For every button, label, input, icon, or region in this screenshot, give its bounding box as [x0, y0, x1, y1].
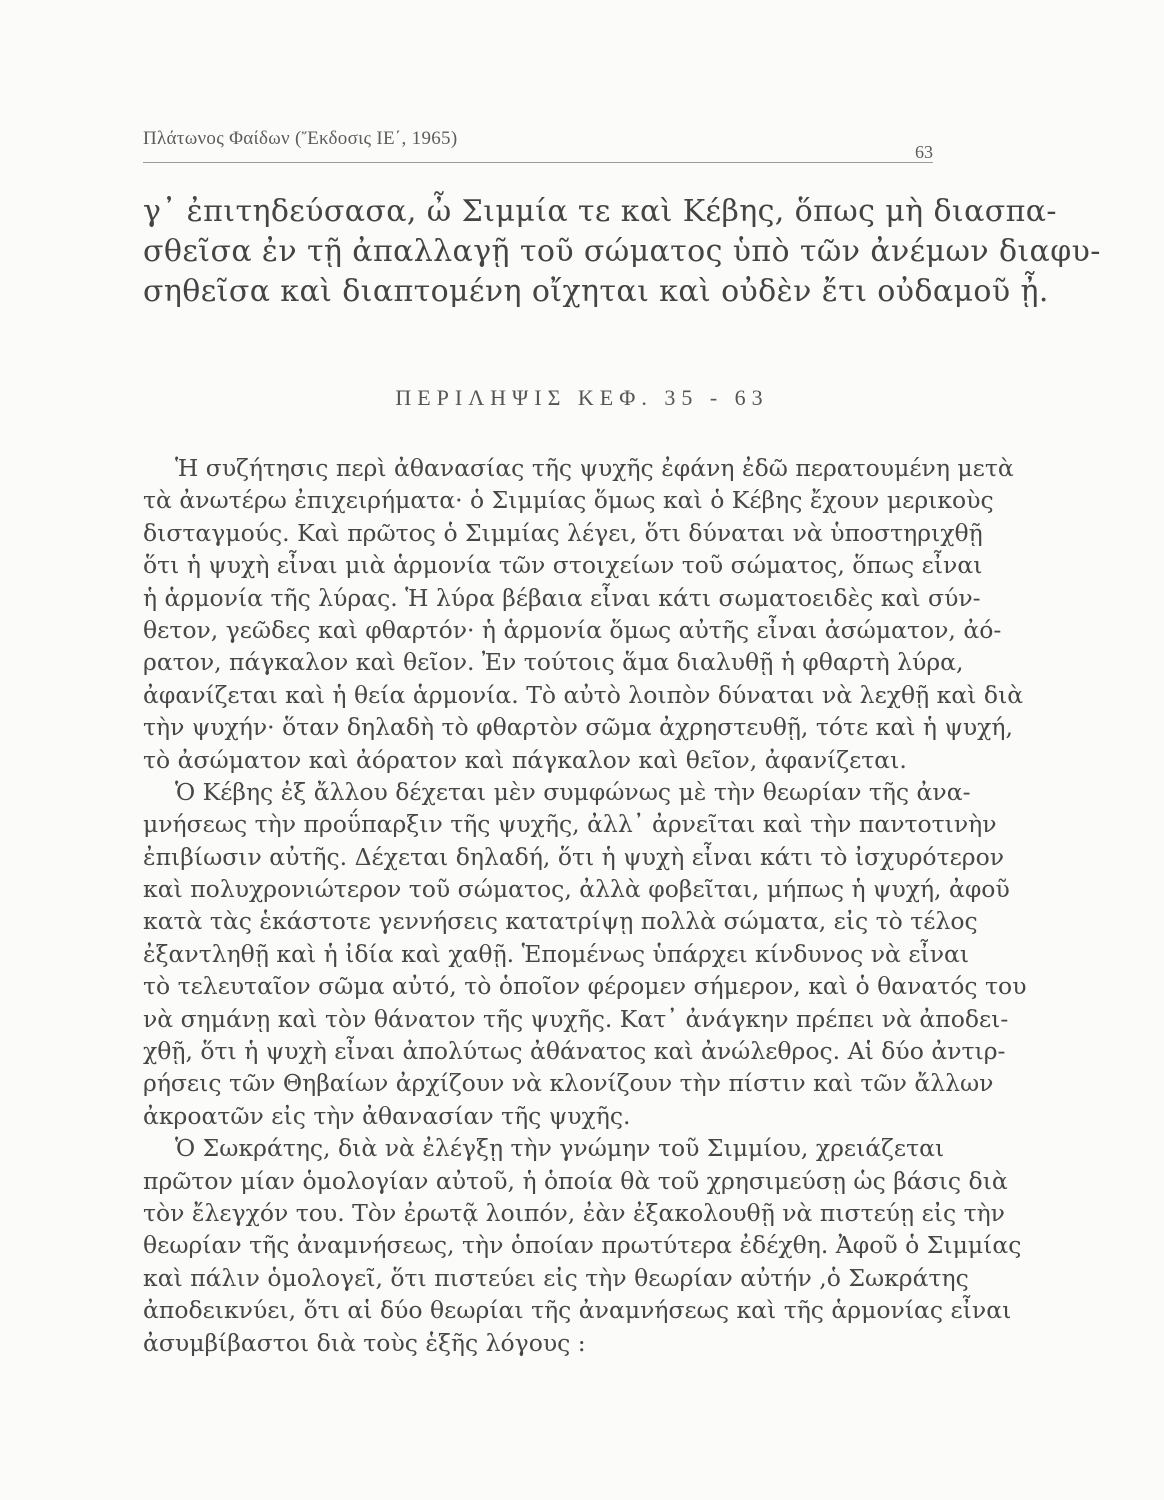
closing-paragraph: [143, 192, 1101, 312]
text-line: τὰ ἀνωτέρω ἐπιχειρήματα· ὁ Σιμμίας ὅμως καὶ ὁ Κέβης ἔχουν μερικοὺς: [143, 486, 994, 515]
text-line: ἡ ἁρμονία τῆς λύρας. Ἡ λύρα βέβαια εἶναι κάτι σωματοειδὲς καὶ σύν-: [143, 583, 981, 612]
text-line: ἐπιβίωσιν αὐτῆς. Δέχεται δηλαδή, ὅτι ἡ ψυχὴ εἶναι κάτι τὸ ἰσχυρότερον: [143, 842, 1004, 871]
text-line: τὸ ἀσώματον καὶ ἀόρατον καὶ πάγκαλον καὶ θεῖον, ἀφανίζεται.: [143, 745, 907, 774]
text-line: καὶ πάλιν ὁμολογεῖ, ὅτι πιστεύει εἰς τὴν θεωρίαν αὐτήν ,ὁ Σωκράτης: [143, 1263, 969, 1292]
text-line: θετον, γεῶδες καὶ φθαρτόν· ἡ ἁρμονία ὅμως αὐτῆς εἶναι ἀσώματον, ἀό-: [143, 615, 1002, 644]
text-line: Ὁ Κέβης ἐξ ἄλλου δέχεται μὲν συμφώνως μὲ τὴν θεωρίαν τῆς ἀνα-: [175, 777, 971, 806]
text-line: δισταγμούς. Καὶ πρῶτος ὁ Σιμμίας λέγει, ὅτι δύναται νὰ ὑποστηριχθῇ: [143, 518, 983, 547]
text-line: τὸν ἔλεγχόν του. Τὸν ἐρωτᾷ λοιπόν, ἐὰν ἐξακολουθῇ νὰ πιστεύῃ εἰς τὴν: [143, 1198, 1005, 1227]
text-line: ἀκροατῶν εἰς τὴν ἀθανασίαν τῆς ψυχῆς.: [143, 1101, 631, 1130]
text-line: κατὰ τὰς ἑκάστοτε γεννήσεις κατατρίψῃ πολλὰ σώματα, εἰς τὸ τέλος: [143, 907, 978, 936]
text-line: θεωρίαν τῆς ἀναμνήσεως, τὴν ὁποίαν πρωτύτερα ἐδέχθη. Ἀφοῦ ὁ Σιμμίας: [143, 1231, 1022, 1260]
text-line: γ᾿ ἐπιτηδεύσασα, ὦ Σιμμία τε καὶ Κέβης, ὅπως μὴ διασπα-: [143, 194, 1057, 229]
text-line: πρῶτον μίαν ὁμολογίαν αὐτοῦ, ἡ ὁποία θὰ τοῦ χρησιμεύσῃ ὡς βάσις διὰ: [143, 1166, 1008, 1195]
text-line: ὅτι ἡ ψυχὴ εἶναι μιὰ ἁρμονία τῶν στοιχείων τοῦ σώματος, ὅπως εἶναι: [143, 551, 983, 580]
text-line: νὰ σημάνῃ καὶ τὸν θάνατον τῆς ψυχῆς. Κατ᾿ ἀνάγκην πρέπει νὰ ἀποδει-: [143, 1004, 1009, 1033]
text-line: σθεῖσα ἐν τῇ ἀπαλλαγῇ τοῦ σώματος ὑπὸ τῶν ἀνέμων διαφυ-: [143, 234, 1101, 269]
text-line: τὸ τελευταῖον σῶμα αὐτό, τὸ ὁποῖον φέρομεν σήμερον, καὶ ὁ θανατός του: [143, 972, 1027, 1001]
text-line: ἀποδεικνύει, ὅτι αἱ δύο θεωρίαι τῆς ἀναμνήσεως καὶ τῆς ἁρμονίας εἶναι: [143, 1296, 1012, 1325]
section-title: ΠΕΡΙΛΗΨΙΣ ΚΕΦ. 35 - 63: [395, 385, 769, 410]
text-line: τὴν ψυχήν· ὅταν δηλαδὴ τὸ φθαρτὸν σῶμα ἀχρηστευθῇ, τότε καὶ ἡ ψυχή,: [143, 713, 1013, 742]
summary-body: [143, 452, 1027, 1359]
text-line: ρατον, πάγκαλον καὶ θεῖον. Ἐν τούτοις ἅμα διαλυθῇ ἡ φθαρτὴ λύρα,: [143, 648, 964, 677]
text-line: ἀφανίζεται καὶ ἡ θεία ἁρμονία. Τὸ αὐτὸ λοιπὸν δύναται νὰ λεχθῇ καὶ διὰ: [143, 680, 1024, 709]
header-rule: [143, 162, 933, 163]
text-line: ἐξαντληθῇ καὶ ἡ ἰδία καὶ χαθῇ. Ἑπομένως ὑπάρχει κίνδυνος νὰ εἶναι: [143, 939, 970, 968]
page-number: 63: [915, 142, 933, 162]
text-line: χθῇ, ὅτι ἡ ψυχὴ εἶναι ἀπολύτως ἀθάνατος καὶ ἀνώλεθρος. Αἱ δύο ἀντιρ-: [143, 1037, 1006, 1066]
text-line: ρήσεις τῶν Θηβαίων ἀρχίζουν νὰ κλονίζουν τὴν πίστιν καὶ τῶν ἄλλων: [143, 1069, 994, 1098]
page-header: [143, 128, 933, 160]
text-line: καὶ πολυχρονιώτερον τοῦ σώματος, ἀλλὰ φοβεῖται, μήπως ἡ ψυχή, ἀφοῦ: [143, 875, 1010, 904]
running-title: Πλάτωνος Φαίδων (Ἔκδοσις ΙΕ΄, 1965): [143, 128, 458, 149]
text-line: ἀσυμβίβαστοι διὰ τοὺς ἑξῆς λόγους :: [143, 1328, 586, 1357]
text-line: Ὁ Σωκράτης, διὰ νὰ ἐλέγξῃ τὴν γνώμην τοῦ Σιμμίου, χρειάζεται: [175, 1134, 945, 1163]
text-line: μνήσεως τὴν προΰπαρξιν τῆς ψυχῆς, ἀλλ᾿ ἀρνεῖται καὶ τὴν παντοτινὴν: [143, 810, 997, 839]
text-line: Ἡ συζήτησις περὶ ἀθανασίας τῆς ψυχῆς ἐφάνη ἐδῶ περατουμένη μετὰ: [175, 454, 1014, 482]
text-line: σηθεῖσα καὶ διαπτομένη οἴχηται καὶ οὐδὲν ἔτι οὐδαμοῦ ᾖ.: [143, 274, 1049, 309]
